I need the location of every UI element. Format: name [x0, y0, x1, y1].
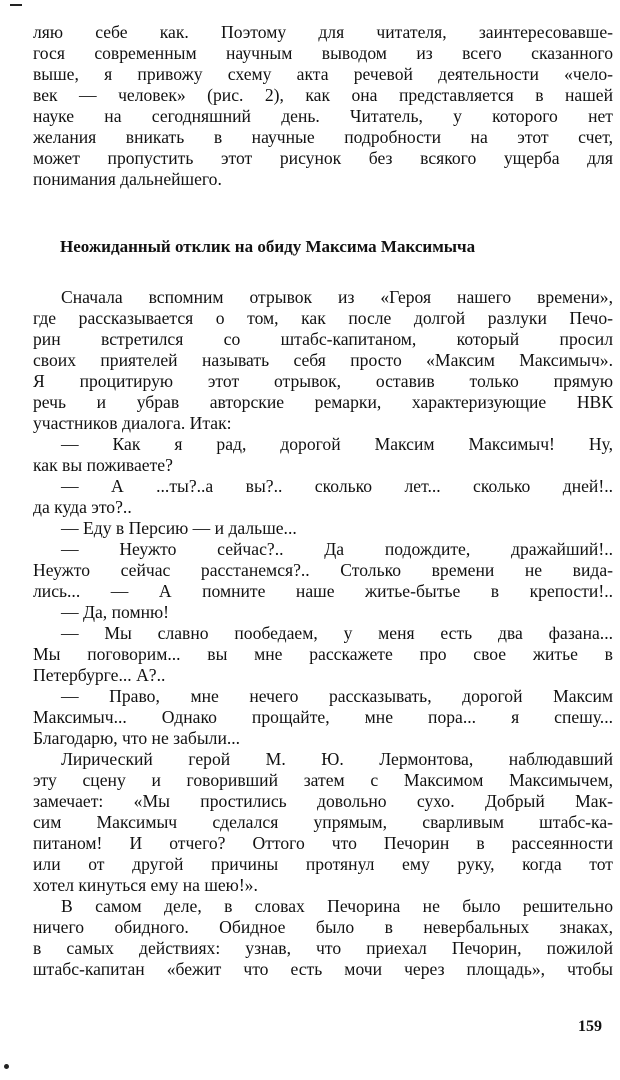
text-line: как вы поживаете? — [33, 455, 173, 475]
text-line: или от другой причины протянул ему руку, когда тот — [33, 854, 613, 874]
text-line: — А ...ты?..а вы?.. сколько лет... сколько дней!.. — [61, 476, 613, 496]
text-line: питаном! И отчего? Оттого что Печорин в рассеянности — [33, 833, 613, 853]
text-line: штабс-капитан «бежит что есть мочи через площадь», чтобы — [33, 959, 613, 979]
text-line: да куда это?.. — [33, 497, 132, 517]
text-line: Сначала вспомним отрывок из «Героя нашего времени», — [61, 287, 613, 307]
text-line: Петербурге... А?.. — [33, 665, 166, 685]
text-line: ляю себе как. Поэтому для читателя, заинтересовавше- — [33, 22, 613, 42]
text-line: замечает: «Мы простились довольно сухо. Добрый Мак- — [33, 791, 613, 811]
text-line: Максимыч... Однако прощайте, мне пора... я спешу... — [33, 707, 613, 727]
text-line: понимания дальнейшего. — [33, 169, 222, 189]
text-line: гося современным научным выводом из всего сказанного — [33, 43, 613, 63]
text-line: Неужто сейчас расстанемся?.. Столько времени не вида- — [33, 560, 613, 580]
text-line: своих приятелей называть себя просто «Максим Максимыч». — [33, 350, 613, 370]
text-line: где рассказывается о том, как после долгой разлуки Печо- — [33, 308, 613, 328]
text-line: Благодарю, что не забыли... — [33, 728, 241, 748]
text-line: может пропустить этот рисунок без всякого ущерба для — [33, 148, 613, 168]
scan-dot — [4, 1064, 9, 1069]
text-line: — Как я рад, дорогой Максим Максимыч! Ну, — [61, 434, 613, 454]
scan-mark — [10, 4, 22, 6]
text-line: — Мы славно пообедаем, у меня есть два фазана... — [61, 623, 613, 643]
text-line: лись... — А помните наше житье-бытье в крепости!.. — [33, 581, 613, 601]
page-number: 159 — [578, 1018, 602, 1035]
intro-paragraph — [33, 22, 613, 190]
text-line: выше, я привожу схему акта речевой деятельности «чело- — [33, 64, 613, 84]
text-line: Мы поговорим... вы мне расскажете про свое житье в — [33, 644, 613, 664]
text-line: речь и убрав авторские ремарки, характеризующие НВК — [33, 392, 613, 412]
text-line: хотел кинуться ему на шею!». — [33, 875, 258, 895]
text-line: желания вникать в научные подробности на этот счет, — [33, 127, 613, 147]
text-line: — Да, помню! — [61, 602, 170, 622]
text-line: ничего обидного. Обидное было в невербальных знаках, — [33, 917, 613, 937]
text-line: — Право, мне нечего рассказывать, дорогой Максим — [61, 686, 613, 706]
text-line: В самом деле, в словах Печорина не было решительно — [61, 896, 613, 916]
text-line: науке на сегодняшний день. Читатель, у которого нет — [33, 106, 613, 126]
text-line: в самых действиях: узнав, что приехал Печорин, пожилой — [33, 938, 613, 958]
text-line: сим Максимыч сделался упрямым, сварливым штабс-ка- — [33, 812, 613, 832]
text-line: рин встретился со штабс-капитаном, который просил — [33, 329, 613, 349]
body-text — [33, 287, 613, 980]
text-line: Лирический герой М. Ю. Лермонтова, наблюдавший — [61, 749, 613, 769]
text-line: — Неужто сейчас?.. Да подождите, дражайший!.. — [61, 539, 613, 559]
section-heading: Неожиданный отклик на обиду Максима Максимыча — [60, 237, 476, 256]
text-line: — Еду в Персию — и дальше... — [61, 518, 297, 538]
text-line: эту сцену и говоривший затем с Максимом Максимычем, — [33, 770, 613, 790]
text-line: Я процитирую этот отрывок, оставив только прямую — [33, 371, 613, 391]
text-line: участников диалога. Итак: — [33, 413, 232, 433]
text-line: век — человек» (рис. 2), как она представляется в нашей — [33, 85, 613, 105]
